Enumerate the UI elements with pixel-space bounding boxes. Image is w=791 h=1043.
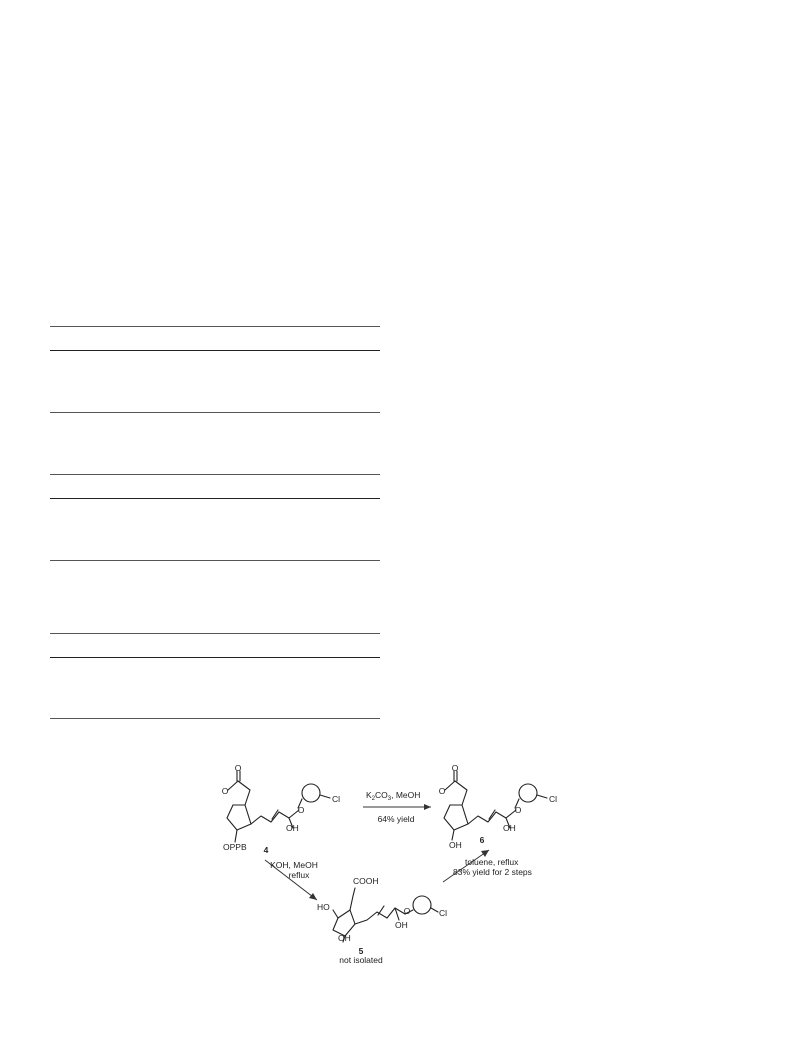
lactonization-line2: 83% yield for 2 steps — [453, 867, 532, 877]
arrow-hydrolysis — [265, 860, 318, 900]
reaction-scheme — [195, 750, 595, 980]
compound-6-number: 6 — [479, 835, 485, 845]
compound-5 — [317, 876, 447, 965]
table-rule-9 — [50, 718, 380, 719]
c4-oh: OH — [286, 823, 299, 833]
c4-cl: Cl — [332, 794, 341, 804]
c4-substituent: OPPB — [223, 842, 247, 852]
c5-cl: Cl — [439, 908, 448, 918]
c4-carbonyl-o: O — [234, 763, 242, 773]
compound-5-number: 5 — [358, 946, 364, 956]
c6-oh-side: OH — [503, 823, 516, 833]
table-rule-6 — [50, 560, 380, 561]
compound-4-number: 4 — [263, 845, 269, 855]
table-rule-1 — [50, 326, 380, 327]
table-rule-4 — [50, 474, 380, 475]
compound-6 — [439, 763, 557, 850]
table-rule-7 — [50, 633, 380, 634]
c5-ether-o: O — [403, 906, 411, 916]
c6-oh-ring: OH — [449, 840, 462, 850]
c6-carbonyl-o: O — [451, 763, 459, 773]
lactonization-line1: toluene, reflux — [465, 857, 519, 867]
compound-5-note: not isolated — [339, 955, 383, 965]
c5-acid: COOH — [353, 876, 379, 886]
hydrolysis-line1: KOH, MeOH — [270, 860, 318, 870]
compound-4 — [222, 763, 340, 855]
arrow-direct — [363, 790, 431, 824]
c5-oh-side: OH — [395, 920, 408, 930]
c5-ho: HO — [317, 902, 330, 912]
direct-reagents: $K_2CO_3$, MeOH — [366, 790, 421, 802]
table-rule-5 — [50, 498, 380, 499]
hydrolysis-line2: reflux — [288, 870, 310, 880]
c5-oh-ring: OH — [338, 933, 351, 943]
direct-yield: 64% yield — [377, 814, 415, 824]
c4-ring-o: O — [221, 786, 229, 796]
c6-ether-o: O — [514, 805, 522, 815]
c4-ether-o: O — [297, 805, 305, 815]
c6-ring-o: O — [438, 786, 446, 796]
arrow-lactonization — [443, 850, 532, 882]
c6-cl: Cl — [549, 794, 558, 804]
table-rule-3 — [50, 412, 380, 413]
table-rule-2 — [50, 350, 380, 351]
table-rule-8 — [50, 657, 380, 658]
